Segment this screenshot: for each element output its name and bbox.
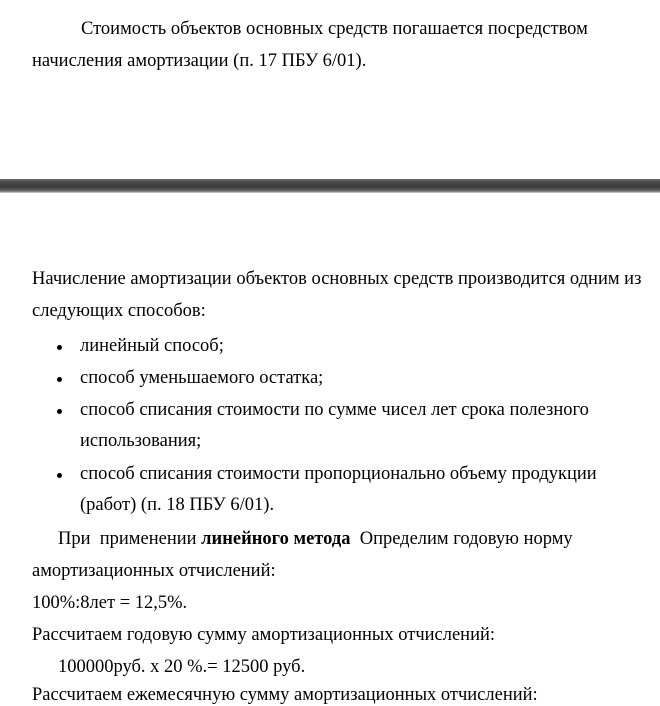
list-item-text: использования; [80, 431, 202, 451]
bullet-icon [57, 377, 62, 382]
text-run: При применении [58, 529, 202, 549]
paragraph-line: следующих способов: [32, 301, 206, 321]
bullet-icon [57, 409, 62, 414]
linear-method-term: линейного метода [201, 529, 351, 549]
list-item-text: способ списания стоимости пропорционально объему продукции [80, 464, 597, 484]
text-run: Определим годовую норму [350, 529, 573, 549]
paragraph-line: Стоимость объектов основных средств погашается посредством [81, 19, 588, 39]
list-item-text: линейный способ; [80, 336, 224, 356]
page-break-separator [0, 179, 660, 193]
list-item-text: способ списания стоимости по сумме чисел лет срока полезного [80, 400, 589, 420]
paragraph-line: Рассчитаем годовую сумму амортизационных отчислений: [32, 625, 496, 645]
paragraph-line: Рассчитаем ежемесячную сумму амортизационных отчислений: [32, 685, 538, 705]
list-item-text: (работ) (п. 18 ПБУ 6/01). [80, 495, 275, 515]
paragraph-line: амортизационных отчислений: [32, 561, 276, 581]
list-item-text: способ уменьшаемого остатка; [80, 368, 324, 388]
paragraph-line: начисления амортизации (п. 17 ПБУ 6/01). [32, 51, 367, 71]
bullet-icon [57, 473, 62, 478]
rate-formula: 100%:8лет = 12,5%. [32, 593, 188, 613]
paragraph-line: Начисление амортизации объектов основных средств производится одним из [32, 269, 642, 289]
cut-off-line [32, 685, 642, 705]
linear-method-line [58, 528, 573, 550]
annual-formula: 100000руб. х 20 %.= 12500 руб. [58, 657, 306, 677]
bullet-icon [57, 345, 62, 350]
